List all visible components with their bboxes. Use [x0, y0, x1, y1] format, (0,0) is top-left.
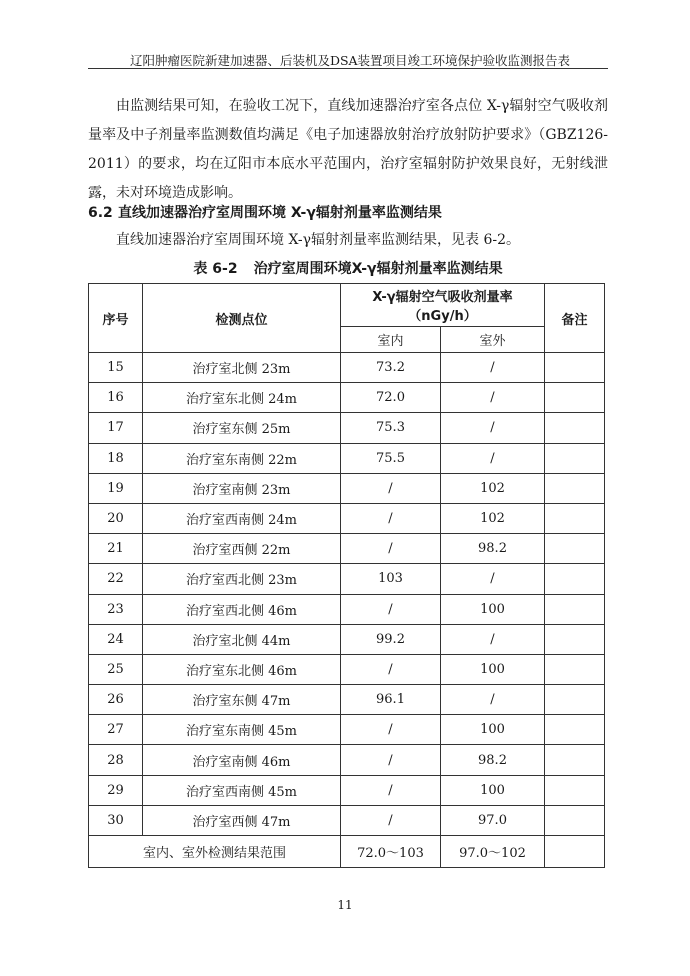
cell-outdoor: /: [441, 383, 545, 413]
cell-remark: [545, 805, 605, 835]
header-seq: 序号: [89, 284, 143, 353]
cell-indoor: 96.1: [341, 685, 441, 715]
cell-outdoor: /: [441, 353, 545, 383]
table-caption: [88, 258, 608, 278]
cell-seq: 29: [89, 775, 143, 805]
cell-point: 治疗室北侧 44m: [143, 624, 341, 654]
section-heading: [88, 202, 608, 222]
cell-outdoor: 98.2: [441, 745, 545, 775]
cell-point: 治疗室西南侧 45m: [143, 775, 341, 805]
cell-outdoor: 100: [441, 715, 545, 745]
page-number: 11: [337, 898, 353, 912]
section-title: 直线加速器治疗室周围环境 X-γ辐射剂量率监测结果: [118, 205, 442, 221]
cell-point: 治疗室东南侧 45m: [143, 715, 341, 745]
header-remark: 备注: [545, 284, 605, 353]
cell-remark: [545, 564, 605, 594]
cell-indoor: 73.2: [341, 353, 441, 383]
cell-remark: [545, 594, 605, 624]
cell-remark: [545, 473, 605, 503]
cell-seq: 30: [89, 805, 143, 835]
table-row: [89, 473, 605, 503]
cell-seq: 22: [89, 564, 143, 594]
cell-indoor: /: [341, 805, 441, 835]
cell-remark: [545, 353, 605, 383]
cell-remark: [545, 775, 605, 805]
table-row: [89, 353, 605, 383]
table-row: [89, 383, 605, 413]
cell-seq: 20: [89, 503, 143, 533]
cell-indoor: /: [341, 654, 441, 684]
table-row: [89, 503, 605, 533]
header-divider: [88, 68, 608, 69]
table-row: [89, 685, 605, 715]
cell-outdoor: /: [441, 685, 545, 715]
cell-seq: 15: [89, 353, 143, 383]
cell-indoor: /: [341, 503, 441, 533]
range-label: 室内、室外检测结果范围: [89, 836, 341, 868]
cell-seq: 23: [89, 594, 143, 624]
cell-point: 治疗室南侧 46m: [143, 745, 341, 775]
table-body: [89, 353, 605, 868]
cell-point: 治疗室东侧 25m: [143, 413, 341, 443]
cell-indoor: /: [341, 715, 441, 745]
header-indoor: 室内: [341, 327, 441, 353]
cell-outdoor: 102: [441, 503, 545, 533]
table-row: [89, 564, 605, 594]
cell-seq: 16: [89, 383, 143, 413]
cell-seq: 28: [89, 745, 143, 775]
conclusion-text: 由监测结果可知，在验收工况下，直线加速器治疗室各点位 X-γ辐射空气吸收剂量率及中子剂量率监测数值均满足《电子加速器放射治疗放射防护要求》（GBZ126-2011）的要求，均在辽阳市本底水平范围内，治疗室辐射防护效果良好，无射线泄露，未对环境造成影响。: [88, 98, 608, 201]
cell-indoor: /: [341, 775, 441, 805]
table-caption-number: 表 6-2: [193, 261, 238, 277]
range-remark: [545, 836, 605, 868]
range-indoor: 72.0～103: [341, 836, 441, 868]
cell-outdoor: /: [441, 413, 545, 443]
cell-indoor: /: [341, 745, 441, 775]
range-row: [89, 836, 605, 868]
cell-remark: [545, 413, 605, 443]
cell-outdoor: 100: [441, 775, 545, 805]
cell-seq: 27: [89, 715, 143, 745]
cell-point: 治疗室东北侧 46m: [143, 654, 341, 684]
table-row: [89, 413, 605, 443]
cell-point: 治疗室北侧 23m: [143, 353, 341, 383]
cell-remark: [545, 745, 605, 775]
cell-point: 治疗室西侧 47m: [143, 805, 341, 835]
cell-outdoor: 100: [441, 654, 545, 684]
cell-seq: 21: [89, 534, 143, 564]
cell-indoor: 75.5: [341, 443, 441, 473]
cell-point: 治疗室西北侧 23m: [143, 564, 341, 594]
cell-remark: [545, 624, 605, 654]
cell-outdoor: 102: [441, 473, 545, 503]
cell-indoor: 72.0: [341, 383, 441, 413]
section-intro: 直线加速器治疗室周围环境 X-γ辐射剂量率监测结果，见表 6-2。: [116, 232, 521, 248]
cell-remark: [545, 383, 605, 413]
cell-indoor: 75.3: [341, 413, 441, 443]
table-row: [89, 745, 605, 775]
cell-seq: 18: [89, 443, 143, 473]
conclusion-paragraph: [88, 92, 608, 208]
cell-outdoor: 98.2: [441, 534, 545, 564]
table-row: [89, 715, 605, 745]
header-rate: [341, 284, 545, 327]
table-row: [89, 534, 605, 564]
section-number: 6.2: [88, 205, 113, 221]
cell-remark: [545, 534, 605, 564]
cell-point: 治疗室西侧 22m: [143, 534, 341, 564]
cell-remark: [545, 685, 605, 715]
cell-outdoor: 100: [441, 594, 545, 624]
cell-seq: 25: [89, 654, 143, 684]
cell-outdoor: /: [441, 624, 545, 654]
cell-point: 治疗室西南侧 24m: [143, 503, 341, 533]
cell-seq: 24: [89, 624, 143, 654]
cell-point: 治疗室西北侧 46m: [143, 594, 341, 624]
cell-seq: 19: [89, 473, 143, 503]
cell-indoor: 103: [341, 564, 441, 594]
cell-indoor: 99.2: [341, 624, 441, 654]
cell-seq: 26: [89, 685, 143, 715]
cell-outdoor: /: [441, 443, 545, 473]
cell-point: 治疗室东侧 47m: [143, 685, 341, 715]
header-outdoor: 室外: [441, 327, 545, 353]
table-row: [89, 443, 605, 473]
cell-outdoor: /: [441, 564, 545, 594]
cell-remark: [545, 503, 605, 533]
table-caption-title: 治疗室周围环境X-γ辐射剂量率监测结果: [253, 261, 503, 277]
header-point: 检测点位: [143, 284, 341, 353]
cell-remark: [545, 443, 605, 473]
cell-point: 治疗室东南侧 22m: [143, 443, 341, 473]
radiation-results-table: [88, 283, 605, 868]
range-outdoor: 97.0～102: [441, 836, 545, 868]
table-row: [89, 624, 605, 654]
table-row: [89, 594, 605, 624]
table-row: [89, 805, 605, 835]
table-row: [89, 775, 605, 805]
cell-outdoor: 97.0: [441, 805, 545, 835]
cell-point: 治疗室东北侧 24m: [143, 383, 341, 413]
cell-seq: 17: [89, 413, 143, 443]
cell-indoor: /: [341, 594, 441, 624]
header-rate-title: X-γ辐射空气吸收剂量率: [372, 290, 513, 305]
table-row: [89, 654, 605, 684]
cell-indoor: /: [341, 473, 441, 503]
cell-remark: [545, 654, 605, 684]
header-rate-unit: （nGy/h）: [408, 309, 477, 324]
cell-remark: [545, 715, 605, 745]
cell-indoor: /: [341, 534, 441, 564]
cell-point: 治疗室南侧 23m: [143, 473, 341, 503]
document-header: 辽阳肿瘤医院新建加速器、后装机及DSA装置项目竣工环境保护验收监测报告表: [129, 53, 571, 68]
